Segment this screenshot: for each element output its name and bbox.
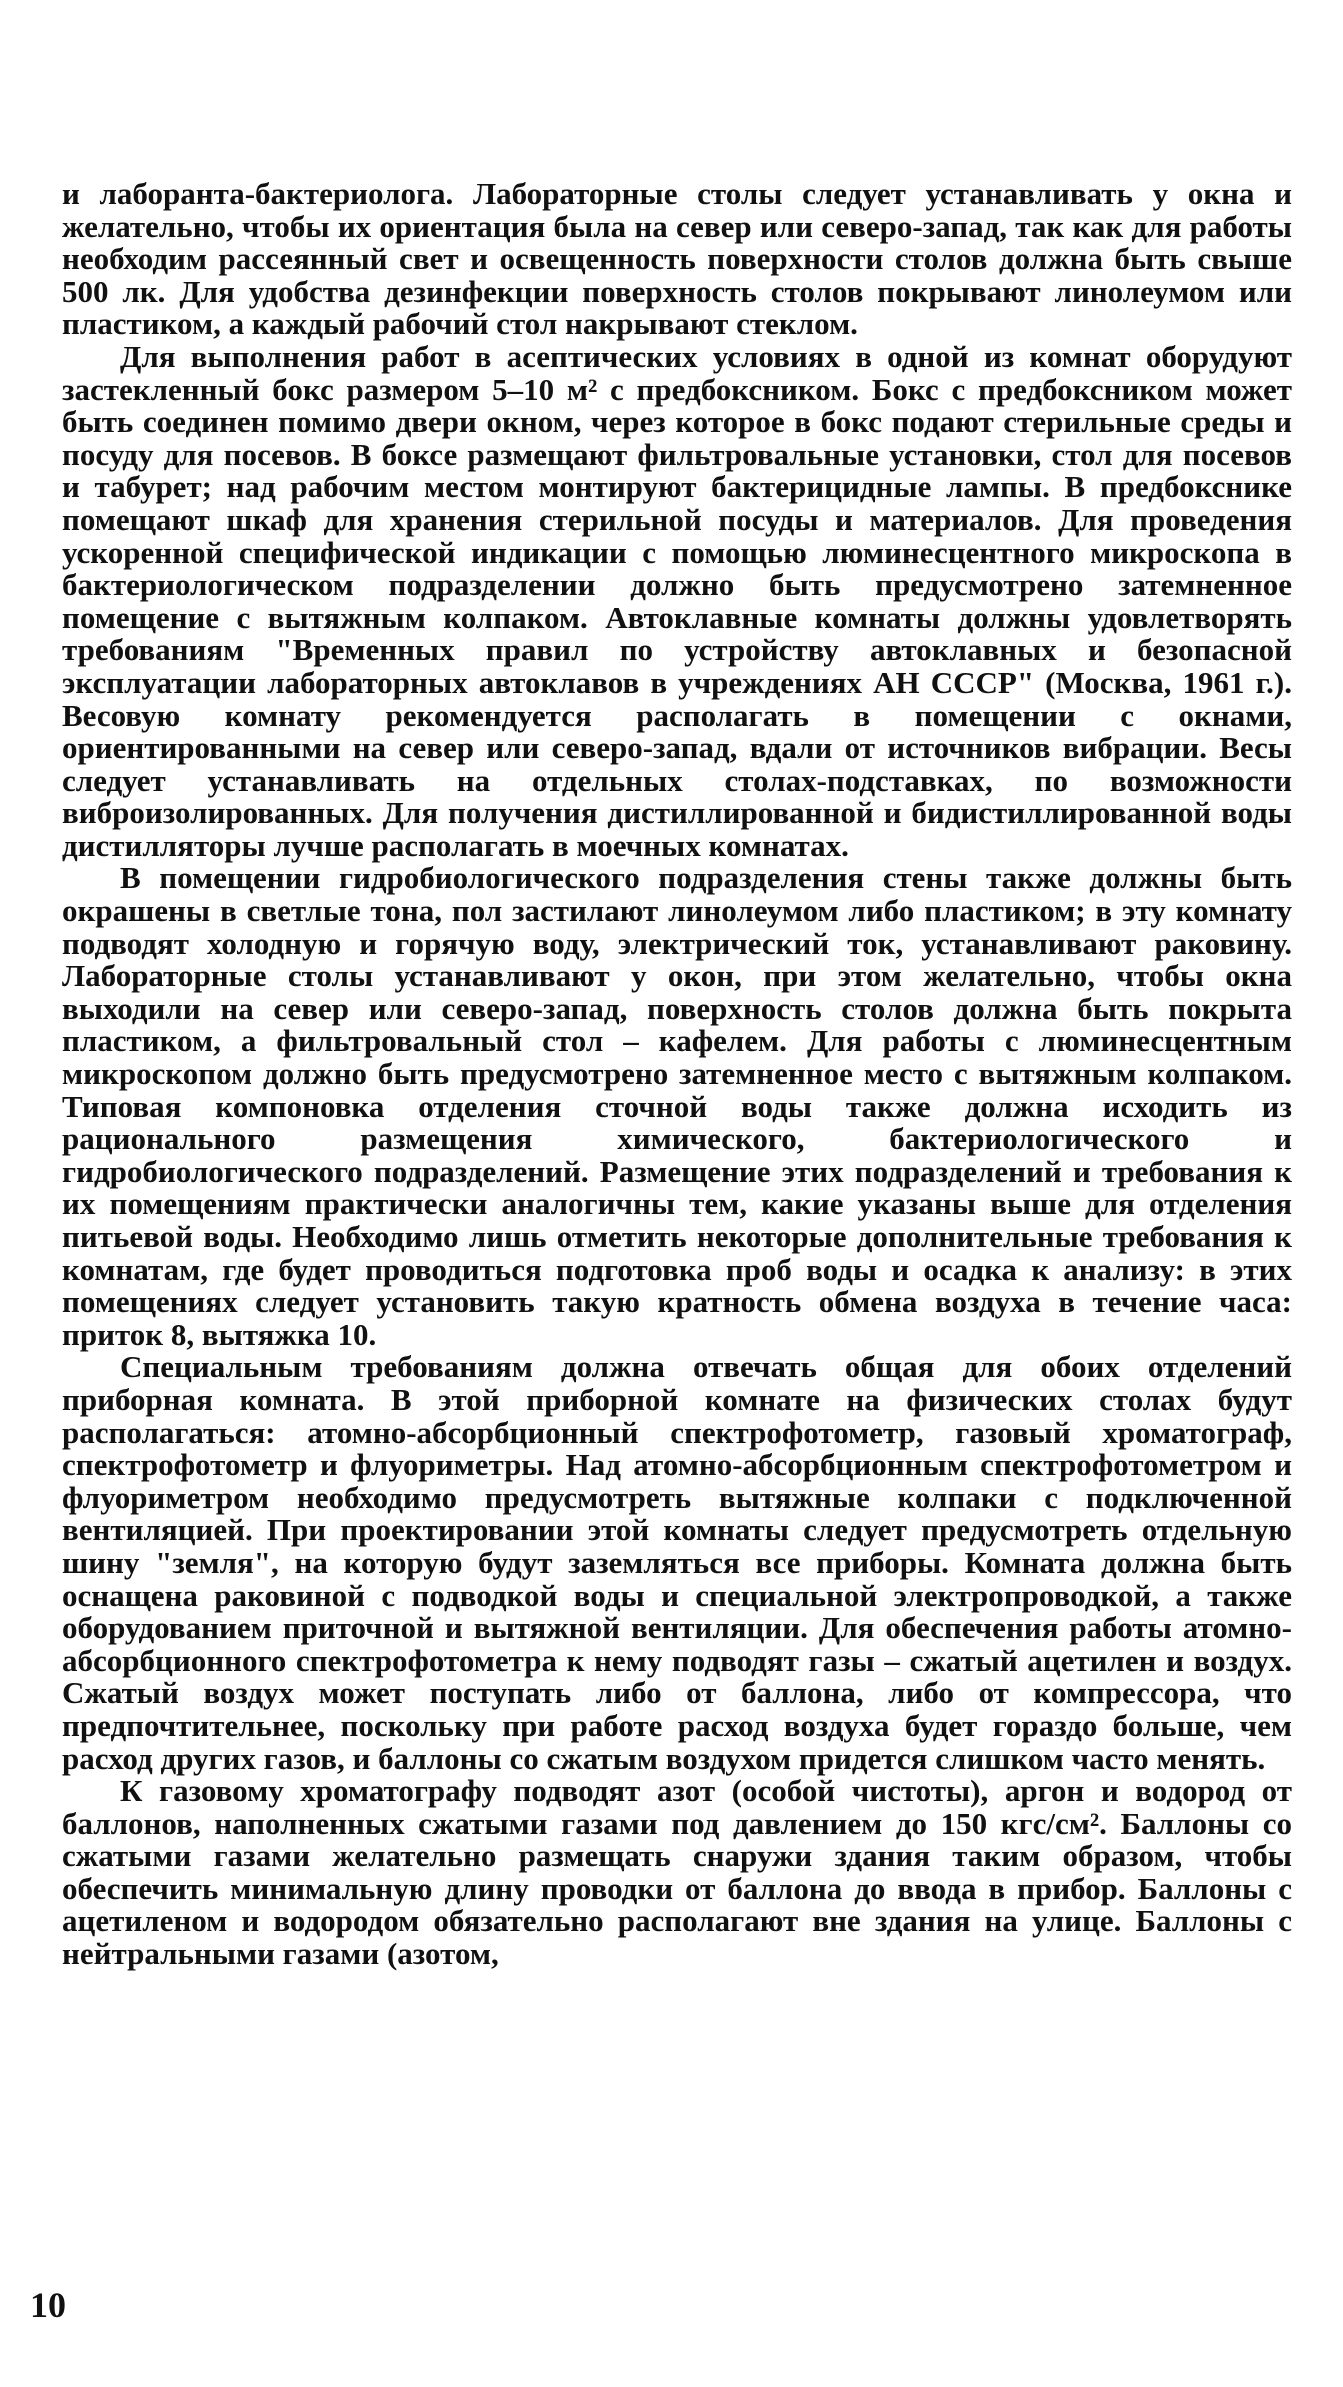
paragraph-3: В помещении гидробиологического подразделения стены также должны быть окрашены в светлые тона, пол застилают линолеумом либо пластиком; в эту комнату подводят холодную и горячую воду, электрический ток, устанавливают раковину. Лабораторные столы устанавливают у окон, при этом желательно, чтобы окна выходили на север или северо-запад, поверхность столов должна быть покрыта пластиком, а фильтровальный стол – кафелем. Для работы с люминесцентным микроскопом должно быть предусмотрено затемненное место с вытяжным колпаком. Типовая компоновка отделения сточной воды также должна исходить из рационального размещения химического, бактериологического и гидробиологического подразделений. Размещение этих подразделений и требования к их помещениям практически аналогичны тем, какие указаны выше для отделения питьевой воды. Необходимо лишь отметить некоторые дополнительные требования к комнатам, где будет проводиться подготовка проб воды и осадка к анализу: в этих помещениях следует установить такую кратность обмена воздуха в течение часа: приток 8, вытяжка 10. — [62, 860, 1292, 1352]
paragraph-2: Для выполнения работ в асептических условиях в одной из комнат оборудуют застекленный бокс размером 5–10 м² с предбоксником. Бокс с предбоксником может быть соединен помимо двери окном, через которое в бокс подают стерильные среды и посуду для посевов. В боксе размещают фильтровальные установки, стол для посевов и табурет; над рабочим местом монтируют бактерицидные лампы. В предбокснике помещают шкаф для хранения стерильной посуды и материалов. Для проведения ускоренной специфической индикации с помощью люминесцентного микроскопа в бактериологическом подразделении должно быть предусмотрено затемненное помещение с вытяжным колпаком. Автоклавные комнаты должны удовлетворять требованиям "Временных правил по устройству автоклавных и безопасной эксплуатации лабораторных автоклавов в учреждениях АН СССР" (Москва, 1961 г.). Весовую комнату рекомендуется располагать в помещении с окнами, ориентированными на север или северо-запад, вдали от источников вибрации. Весы следует устанавливать на отдельных столах-подставках, по возможности виброизолированных. Для получения дистиллированной и бидистиллированной воды дистилляторы лучше располагать в моечных комнатах. — [62, 338, 1292, 863]
page-number: 10 — [30, 2285, 66, 2325]
paragraph-5: К газовому хроматографу подводят азот (особой чистоты), аргон и водород от баллонов, наполненных сжатыми газами под давлением до 150 кгс/см². Баллоны со сжатыми газами желательно размещать снаружи здания таким образом, чтобы обеспечить минимальную длину проводки от баллона до ввода в прибор. Баллоны с ацетиленом и водородом обязательно располагают вне здания на улице. Баллоны с нейтральными газами (азотом, — [62, 1773, 1292, 1972]
body-text — [62, 178, 1292, 1971]
paragraph-1: и лаборанта-бактериолога. Лабораторные столы следует устанавливать у окна и желательно, чтобы их ориентация была на север или северо-запад, так как для работы необходим рассеянный свет и освещенность поверхности столов должна быть свыше 500 лк. Для удобства дезинфекции поверхность столов покрывают линолеумом или пластиком, а каждый рабочий стол накрывают стеклом. — [62, 176, 1292, 342]
paragraph-4: Специальным требованиям должна отвечать общая для обоих отделений приборная комната. В этой приборной комнате на физических столах будут располагаться: атомно-абсорбционный спектрофотометр, газовый хроматограф, спектрофотометр и флуориметры. Над атомно-абсорбционным спектрофотометром и флуориметром необходимо предусмотреть вытяжные колпаки с подключенной вентиляцией. При проектировании этой комнаты следует предусмотреть отдельную шину "земля", на которую будут заземляться все приборы. Комната должна быть оснащена раковиной с подводкой воды и специальной электропроводкой, а также оборудованием приточной и вытяжной вентиляции. Для обеспечения работы атомно-абсорбционного спектрофотометра к нему подводят газы – сжатый ацетилен и воздух. Сжатый воздух может поступать либо от баллона, либо от компрессора, что предпочтительнее, поскольку при работе расход воздуха будет гораздо больше, чем расход других газов, и баллоны со сжатым воздухом придется слишком часто менять. — [62, 1349, 1292, 1776]
